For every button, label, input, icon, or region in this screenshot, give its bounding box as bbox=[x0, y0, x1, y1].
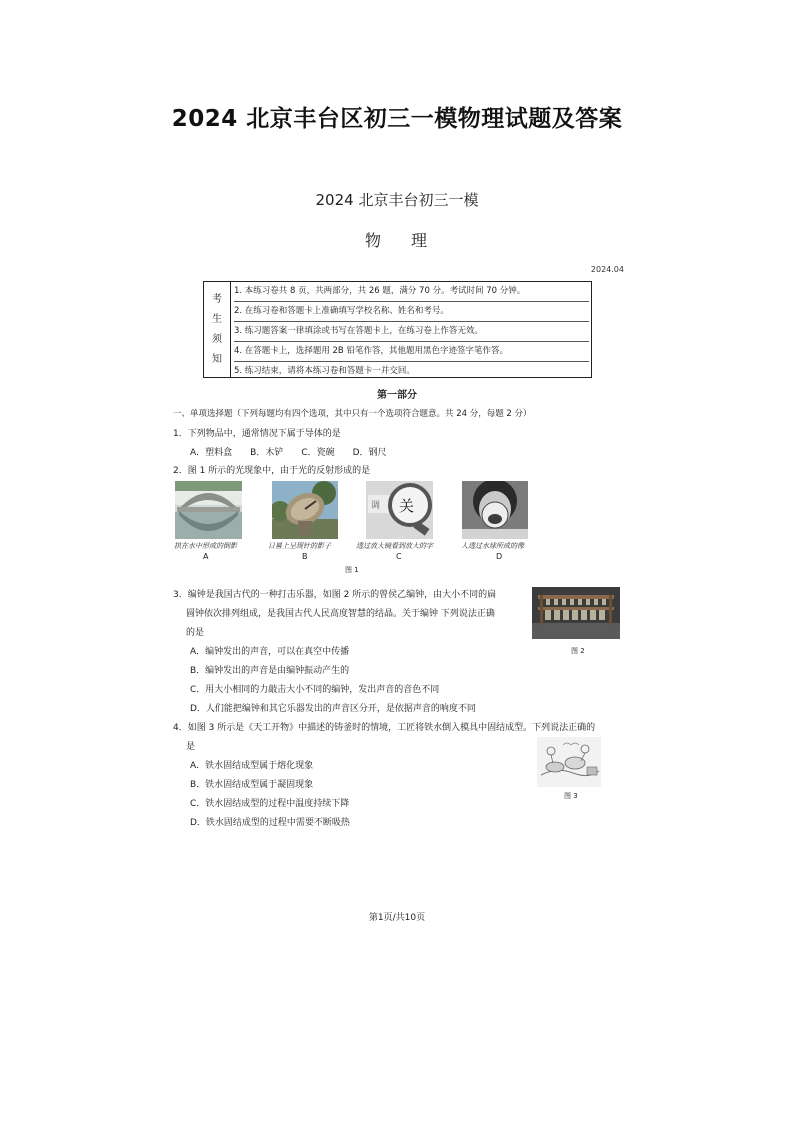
figure-1b-letter: B bbox=[302, 552, 308, 561]
question-4-option-b: B．铁水固结成型属于凝固现象 bbox=[190, 780, 314, 790]
question-3-stem-line: 的是 bbox=[186, 628, 205, 638]
subject-heading bbox=[0, 228, 794, 251]
svg-text:调: 调 bbox=[371, 501, 381, 511]
notice-side-char: 知 bbox=[212, 353, 222, 365]
question-1-stem: 1．下列物品中，通常情况下属于导体的是 bbox=[173, 429, 341, 439]
notice-side-char: 考 bbox=[212, 293, 222, 305]
notice-item: 4. 在答题卡上，选择题用 2B 铅笔作答，其他题用黑色字迹签字笔作答。 bbox=[234, 342, 589, 362]
question-3-option-a: A．编钟发出的声音，可以在真空中传播 bbox=[190, 647, 350, 657]
notice-side-char: 须 bbox=[212, 333, 222, 345]
figure-3-casting-illustration bbox=[537, 737, 601, 787]
figure-1d-letter: D bbox=[496, 552, 503, 561]
figure-1-label: 图 1 bbox=[345, 566, 359, 574]
figure-1b-caption: 日晷上呈现针的影子 bbox=[268, 542, 331, 550]
figure-1c-letter: C bbox=[396, 552, 402, 561]
subject-char: 理 bbox=[411, 231, 430, 250]
question-3-option-d: D．人们能把编钟和其它乐器发出的声音区分开，是依据声音的响度不同 bbox=[190, 704, 476, 714]
question-4-stem-line: 是 bbox=[186, 742, 196, 752]
figure-1a-caption: 拱在水中形成的倒影 bbox=[174, 542, 237, 550]
notice-item: 1. 本练习卷共 8 页，共两部分，共 26 题，满分 70 分。考试时间 70 分钟。 bbox=[234, 282, 589, 302]
notice-side-char: 生 bbox=[212, 313, 222, 325]
notice-item: 3. 练习题答案一律填涂或书写在答题卡上，在练习卷上作答无效。 bbox=[234, 322, 589, 342]
question-2-stem: 2．图 1 所示的光现象中，由于光的反射形成的是 bbox=[173, 466, 371, 476]
figure-1c-caption: 透过放大镜看到放大的字 bbox=[356, 542, 433, 550]
notice-side-label bbox=[204, 282, 231, 377]
figure-1d-caption: 人透过水球所成的像 bbox=[461, 542, 524, 550]
figure-3-label: 图 3 bbox=[564, 792, 578, 800]
notice-item: 2. 在练习卷和答题卡上准确填写学校名称、姓名和考号。 bbox=[234, 302, 589, 322]
figure-1d-water-ball-image bbox=[462, 481, 528, 539]
notice-item: 5. 练习结束，请将本练习卷和答题卡一并交回。 bbox=[234, 366, 415, 376]
exam-date: 2024.04 bbox=[590, 265, 624, 274]
part-title: 一、单项选择题（下列每题均有四个选项，其中只有一个选项符合题意。共 24 分，每题 2 分） bbox=[173, 409, 532, 419]
figure-1a-bridge-reflection bbox=[175, 481, 242, 539]
question-3-option-b: B．编钟发出的声音是由编钟振动产生的 bbox=[190, 666, 350, 676]
figure-1b-sundial bbox=[272, 481, 338, 539]
section-title: 第一部分 bbox=[377, 390, 417, 401]
notice-list bbox=[234, 282, 589, 381]
page-number: 第1页/共10页 bbox=[368, 913, 426, 923]
candidate-notice-box bbox=[203, 281, 592, 378]
question-1-options: A．塑料盒 B．木铲 C．瓷碗 D．钢尺 bbox=[190, 448, 387, 458]
question-4-option-c: C．铁水固结成型的过程中温度持续下降 bbox=[190, 799, 350, 809]
figure-2-chime-bells bbox=[532, 587, 620, 639]
question-4-stem-line: 4．如图 3 所示是《天工开物》中描述的铸釜时的情境，工匠将铁水倒入模具中固结成型。下列说法正确的 bbox=[173, 723, 596, 733]
question-3-stem-line: 3．编钟是我国古代的一种打击乐器，如图 2 所示的曾侯乙编钟，由大小不同的扁 bbox=[173, 590, 497, 600]
document-title: 2024 北京丰台区初三一模物理试题及答案 bbox=[171, 106, 623, 132]
question-4-option-d: D．铁水固结成型的过程中需要不断吸热 bbox=[190, 818, 350, 828]
question-4-option-a: A．铁水固结成型属于熔化现象 bbox=[190, 761, 314, 771]
figure-2-label: 图 2 bbox=[571, 647, 585, 655]
question-3-option-c: C．用大小相同的力敲击大小不同的编钟，发出声音的音色不同 bbox=[190, 685, 440, 695]
exam-subtitle: 2024 北京丰台初三一模 bbox=[315, 191, 479, 209]
svg-text:关: 关 bbox=[399, 497, 415, 515]
question-3-stem-line: 圆钟依次排列组成，是我国古代人民高度智慧的结晶。关于编钟 下列说法正确 bbox=[186, 609, 495, 619]
subject-char: 物 bbox=[364, 231, 383, 250]
figure-1a-letter: A bbox=[203, 552, 209, 561]
figure-1c-magnifier bbox=[366, 481, 433, 539]
